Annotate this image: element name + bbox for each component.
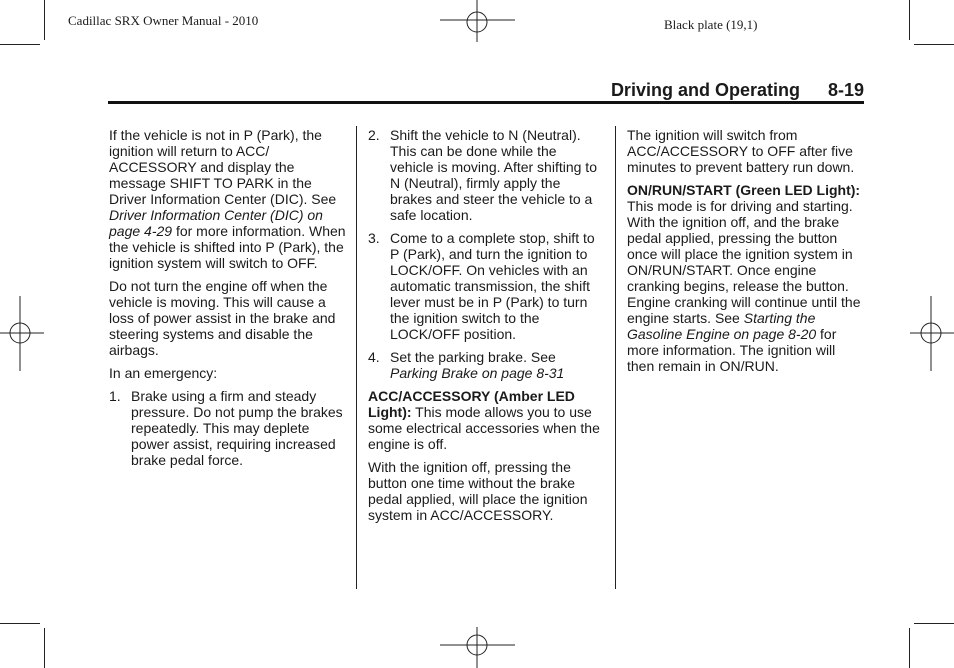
crop-mark [909,628,910,668]
registration-mark-bottom [440,625,515,668]
heading-rule [108,101,864,104]
crop-mark [914,623,954,624]
paragraph: In an emergency: [109,365,218,381]
list-text: Brake using a firm and steady pressure. Do not pump the brakes repeatedly. This may deplete power assist, requiring increased brake pedal force. [131,388,343,468]
column-divider [615,126,616,589]
list-number: 1. [109,388,121,404]
registration-mark-right [910,296,954,371]
paragraph: Do not turn the engine off when the vehicle is moving. This will cause a loss of power assist in the brake and steering systems and disable the airbags. [109,278,336,358]
list-text: Come to a complete stop, shift to P (Park), and turn the ignition to LOCK/OFF. On vehicles with an automatic transmission, the shift lever must be in P (Park) to turn the ignition switch to the LOCK/OFF position. [390,230,595,342]
paragraph [627,182,865,374]
mode-heading: ACC/ACCESSORY (Amber LED Light): [368,388,575,420]
list-item [368,349,604,381]
section-heading [560,80,864,101]
page-number: 8-19 [827,80,864,100]
crop-mark [0,44,40,45]
list-text: Shift the vehicle to N (Neutral). This can be done while the vehicle is moving. After shifting to N (Neutral), firmly apply the brakes and steer the vehicle to a safe location. [390,127,597,223]
list-text [390,349,604,381]
crop-mark [914,44,954,45]
list-number: 2. [368,127,380,143]
text: Set the parking brake. See [390,349,556,365]
text: This mode is for driving and starting. With the ignition off, and the brake pedal applied, pressing the button once will place the ignition system in ON/RUN/START. Once engine cranking begins, release the button. Engine cranking will continue until the engine starts. See [627,198,861,326]
registration-mark-left [0,296,44,371]
cross-reference[interactable]: Driver Information Center (DIC) on page 4-29 [109,207,323,239]
list-item [109,388,347,468]
column-1 [109,127,347,475]
text: This mode allows you to use some electrical accessories when the engine is off. [368,404,600,452]
list-number: 3. [368,230,380,246]
manual-title: Cadillac SRX Owner Manual - 2010 [68,13,259,28]
cross-reference[interactable]: Parking Brake on page 8-31 [390,365,565,381]
crop-mark [44,628,45,668]
list-item [368,127,604,223]
column-divider [356,126,357,589]
paragraph: The ignition will switch from ACC/ACCESSORY to OFF after five minutes to prevent battery run down. [627,127,855,175]
crop-mark [0,623,40,624]
text: for more information. The ignition will then remain in ON/RUN. [627,326,837,374]
column-2 [368,127,604,530]
crop-mark [44,0,45,40]
registration-mark-top [440,0,515,44]
section-title: Driving and Operating [610,80,800,100]
text: If the vehicle is not in P (Park), the ignition will return to ACC/ ACCESSORY and display the message SHIFT TO PARK in the Driver Information Center (DIC). See [109,127,337,207]
paragraph: With the ignition off, pressing the button one time without the brake pedal applied, will place the ignition system in ACC/ACCESSORY. [368,459,588,523]
paragraph [109,127,347,271]
column-3 [627,127,865,381]
mode-heading: ON/RUN/START (Green LED Light): [627,182,861,198]
cross-reference[interactable]: Starting the Gasoline Engine on page 8-20 [627,310,817,342]
crop-mark [909,0,910,40]
list-number: 4. [368,349,380,365]
plate-label: Black plate (19,1) [664,17,758,32]
list-item [368,230,604,342]
text: for more information. When the vehicle is shifted into P (Park), the ignition system will switch to OFF. [109,223,346,271]
paragraph [368,388,604,452]
